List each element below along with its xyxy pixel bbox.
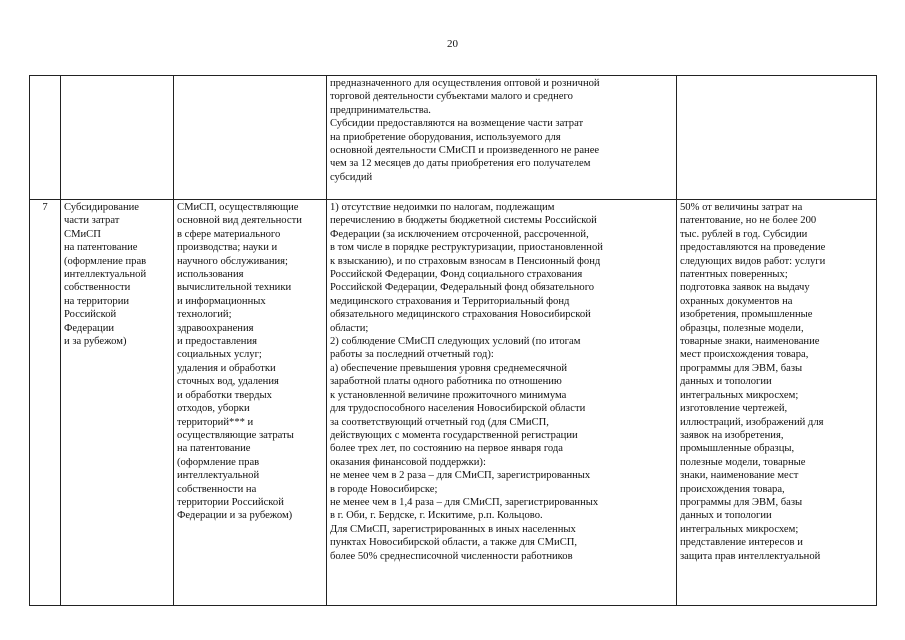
text-line: предпринимательства. [330,104,431,116]
text-line: собственности на [177,483,257,495]
text-line: знаки, наименование мест [680,470,799,482]
text-line: обязательного медицинского страхования Новосибирской [330,309,591,321]
text-line: (оформление прав [177,456,260,468]
table-row-continuation [30,76,877,200]
cell-conditions [327,76,677,200]
cell-support-name [61,200,174,606]
text-line: вычислительной техники [177,282,292,294]
text-line: в том числе в порядке реструктуризации, приостановленной [330,242,603,254]
text-line: представление интересов и [680,537,803,549]
cell-amount [677,200,877,606]
text-line: (оформление прав [64,255,147,267]
text-line: интеллектуальной [64,269,147,281]
text-line: СМиСП, осуществляющие [177,202,299,213]
text-line: удаления и обработки [177,362,276,374]
text-line: Федерации и за рубежом) [177,510,293,522]
text-line: подготовка заявок на выдачу [680,282,810,294]
text-line: полезные модели, товарные [680,456,806,468]
text-line: за соответствующий отчетный год (для СМиСП, [330,416,549,428]
text-line: иллюстраций, изображений для [680,416,824,428]
text-line: Российской Федерации, Федеральный фонд обязательного [330,282,595,294]
cell-recipients [174,200,327,606]
text-line: социальных услуг; [177,349,262,361]
text-line: Федерации [64,322,115,334]
cell-support-name [61,76,174,200]
text-line: основной вид деятельности [177,215,302,227]
text-line: охранных документов на [680,295,793,307]
text-line: пунктах Новосибирской области, а также для СМиСП, [330,537,578,549]
text-line: интегральных микросхем; [680,523,799,535]
text-line: более 50% среднесписочной численности работников [330,550,573,562]
cell-number: 7 [30,200,61,606]
text-line: изготовление чертежей, [680,403,788,415]
text-line: осуществляющие затраты [177,429,294,441]
text-line: работы за последний отчетный год): [330,349,494,361]
text-line: на патентование [64,242,138,254]
text-line: Российской [64,309,117,321]
text-line: не менее чем в 2 раза – для СМиСП, зарегистрированных [330,470,591,482]
text-line: и предоставления [177,336,258,348]
text-line: происхождения товара, [680,483,785,495]
text-line: территорий*** и [177,416,254,428]
text-line: и обработки твердых [177,389,272,401]
text-line: 1) отсутствие недоимки по налогам, подлежащим [330,202,555,213]
text-line: для трудоспособного населения Новосибирской области [330,403,586,415]
text-line: в городе Новосибирске; [330,483,438,495]
text-line: на приобретение оборудования, используемого для [330,131,561,143]
text-line: Субсидии предоставляются на возмещение части затрат [330,118,584,130]
text-line: к взысканию), и по страховым взносам в Пенсионный фонд [330,255,601,267]
text-line: изобретения, промышленные [680,309,813,321]
text-line: торговой деятельности субъектами малого и среднего [330,91,573,103]
text-line: патентных поверенных; [680,269,788,281]
text-line: предназначенного для осуществления оптовой и розничной [330,78,600,89]
text-line: части затрат [64,215,120,227]
text-line: территории Российской [177,496,284,508]
text-line: на патентование [177,443,251,455]
text-line: и за рубежом) [64,336,127,348]
text-line: субсидий [330,171,373,183]
text-line: заработной платы одного работника по отношению [330,376,562,388]
text-line: заявок на изобретения, [680,429,784,441]
text-line: действующих с момента государственной регистрации [330,429,578,441]
text-line: образцы, полезные модели, [680,322,804,334]
text-line: предоставляются на проведение [680,242,826,254]
text-line: а) обеспечение превышения уровня среднемесячной [330,362,568,374]
cell-amount [677,76,877,200]
text-line: области; [330,322,369,334]
text-line: промышленные образцы, [680,443,795,455]
text-line: тыс. рублей в год. Субсидии [680,228,808,240]
text-line: Для СМиСП, зарегистрированных в иных населенных [330,523,576,535]
text-line: в г. Оби, г. Бердске, г. Искитиме, р.п. Кольцово. [330,510,543,522]
text-line: Федерации (за исключением отсроченной, рассроченной, [330,228,589,240]
text-line: не менее чем в 1,4 раза – для СМиСП, зарегистрированных [330,496,599,508]
cell-number [30,76,61,200]
text-line: мест происхождения товара, [680,349,809,361]
text-line: Субсидирование [64,202,139,213]
text-line: программы для ЭВМ, базы [680,496,803,508]
table-row-7 [30,200,877,606]
text-line: основной деятельности СМиСП и произведенного не ранее [330,145,600,157]
text-line: здравоохранения [177,322,254,334]
text-line: данных и топологии [680,376,772,388]
text-line: Российской Федерации, Фонд социального страхования [330,269,583,281]
text-line: товарные знаки, наименование [680,336,820,348]
text-line: в сфере материального [177,228,281,240]
text-line: данных и топологии [680,510,772,522]
text-line: отходов, уборки [177,403,250,415]
text-line: научного обслуживания; [177,255,288,267]
subsidy-table [29,75,877,606]
text-line: более трех лет, по состоянию на первое января года [330,443,563,455]
text-line: собственности [64,282,131,294]
text-line: к установленной величине прожиточного минимума [330,389,567,401]
text-line: оказания финансовой поддержки): [330,456,486,468]
text-line: перечислению в бюджеты бюджетной системы Российской [330,215,597,227]
text-line: чем за 12 месяцев до даты приобретения его получателем [330,158,591,170]
page-number: 20 [447,38,458,50]
text-line: защита прав интеллектуальной [680,550,821,562]
text-line: следующих видов работ: услуги [680,255,826,267]
text-line: интегральных микросхем; [680,389,799,401]
text-line: СМиСП [64,228,101,240]
text-line: сточных вод, удаления [177,376,279,388]
text-line: производства; науки и [177,242,278,254]
text-line: программы для ЭВМ, базы [680,362,803,374]
text-line: патентование, но не более 200 [680,215,817,227]
text-line: медицинского страхования и Территориальный фонд [330,295,570,307]
text-line: и информационных [177,295,266,307]
text-line: интеллектуальной [177,470,260,482]
text-line: 50% от величины затрат на [680,202,803,213]
text-line: на территории [64,295,130,307]
text-line: 2) соблюдение СМиСП следующих условий (по итогам [330,336,581,348]
text-line: технологий; [177,309,232,321]
cell-recipients [174,76,327,200]
text-line: использования [177,269,244,281]
cell-conditions [327,200,677,606]
